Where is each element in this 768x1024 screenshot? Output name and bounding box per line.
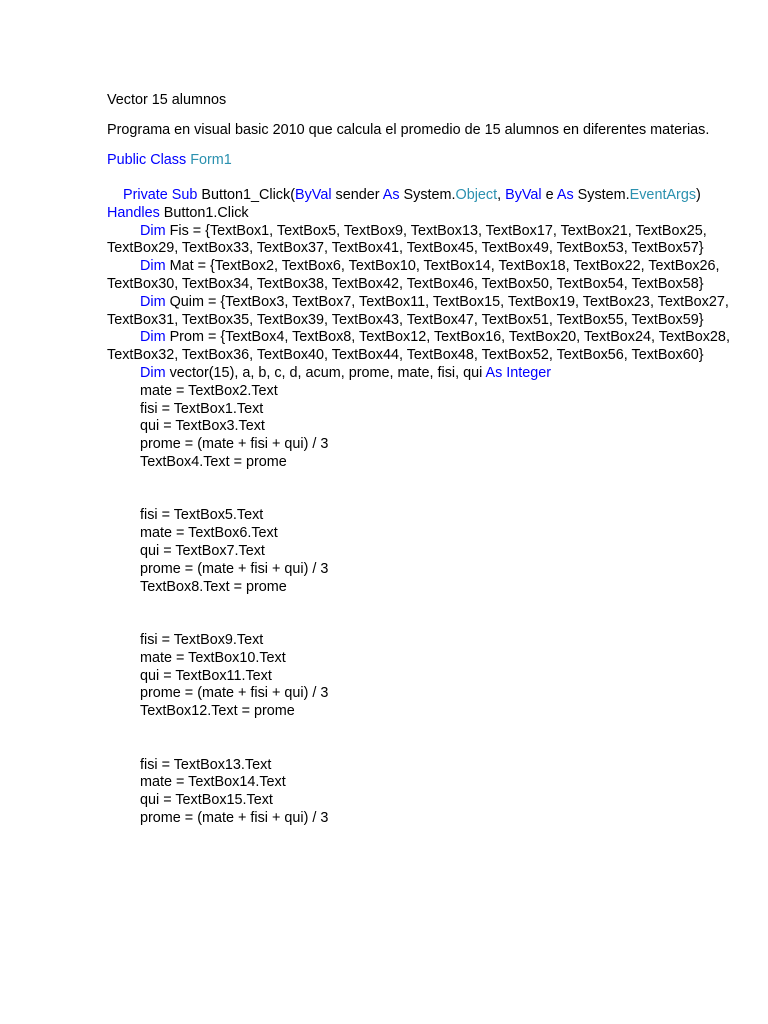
blank-gap — [107, 596, 747, 632]
code-line: fisi = TextBox5.Text — [140, 507, 264, 524]
dim-prom-line — [107, 329, 747, 365]
code-line: TextBox8.Text = prome — [140, 578, 287, 595]
keyword: Private Sub — [123, 187, 198, 203]
code-line: mate = TextBox6.Text — [140, 525, 278, 542]
code-text: Fis = {TextBox1, TextBox5, TextBox9, TextBox13, TextBox17, TextBox21, TextBox25, TextBox29, TextBox33, TextBox37, TextBox41, TextBox45, TextBox49, TextBox53, TextBox57} — [107, 222, 711, 257]
code-line: prome = (mate + fisi + qui) / 3 — [140, 685, 329, 702]
code-text: System. — [573, 187, 630, 203]
keyword: As — [556, 187, 574, 203]
dim-vector-line — [107, 365, 747, 383]
keyword: Handles — [107, 204, 160, 221]
code-line: qui = TextBox3.Text — [140, 418, 265, 435]
code-line: prome = (mate + fisi + qui) / 3 — [140, 436, 329, 453]
keyword: Dim — [140, 329, 166, 346]
code-line: mate = TextBox2.Text — [140, 382, 278, 399]
code-block-1 — [107, 383, 747, 472]
code-text: vector(15), a, b, c, d, acum, prome, mate, fisi, qui — [165, 364, 486, 381]
code-line: TextBox12.Text = prome — [140, 703, 295, 720]
code-line: mate = TextBox14.Text — [140, 774, 286, 791]
class-declaration — [107, 151, 747, 169]
code-text: ) — [696, 187, 705, 203]
code-block-3 — [107, 632, 747, 721]
code-line: fisi = TextBox13.Text — [140, 756, 272, 773]
keyword: As Integer — [485, 364, 552, 381]
type-name: EventArgs — [629, 187, 697, 203]
code-line: fisi = TextBox1.Text — [140, 400, 264, 417]
blank-gap — [107, 721, 747, 757]
code-line: qui = TextBox7.Text — [140, 542, 265, 559]
code-text: Button1.Click — [159, 204, 249, 221]
document-page — [107, 91, 747, 828]
document-title: Vector 15 alumnos — [107, 92, 227, 108]
dim-quim-line — [107, 294, 747, 330]
keyword: Dim — [140, 222, 166, 239]
code-text: , — [497, 187, 506, 203]
blank-gap — [107, 472, 747, 508]
code-text: Button1_Click( — [197, 187, 295, 203]
sub-declaration — [107, 187, 747, 223]
code-line: prome = (mate + fisi + qui) / 3 — [140, 809, 329, 826]
keyword: As — [382, 187, 400, 203]
dim-mat-line — [107, 258, 747, 294]
code-line: TextBox4.Text = prome — [140, 453, 287, 470]
document-description: Programa en visual basic 2010 que calcula el promedio de 15 alumnos en diferentes materias. — [107, 122, 710, 138]
keyword: ByVal — [505, 187, 542, 203]
code-line: prome = (mate + fisi + qui) / 3 — [140, 560, 329, 577]
keyword: Public Class — [107, 152, 187, 168]
class-name: Form1 — [190, 152, 232, 168]
code-block-4 — [107, 757, 747, 828]
keyword: Dim — [140, 364, 166, 381]
code-text: Quim = {TextBox3, TextBox7, TextBox11, TextBox15, TextBox19, TextBox23, TextBox27, TextBox31, TextBox35, TextBox39, TextBox43, TextBox47, TextBox51, TextBox55, TextBox59} — [107, 293, 733, 328]
code-text: Prom = {TextBox4, TextBox8, TextBox12, TextBox16, TextBox20, TextBox24, TextBox28, TextBox32, TextBox36, TextBox40, TextBox44, TextBox48, TextBox52, TextBox56, TextBox60} — [107, 329, 734, 364]
keyword: Dim — [140, 293, 166, 310]
keyword: Dim — [140, 258, 166, 275]
keyword: ByVal — [295, 187, 332, 203]
code-text: Mat = {TextBox2, TextBox6, TextBox10, TextBox14, TextBox18, TextBox22, TextBox26, TextBox30, TextBox34, TextBox38, TextBox42, TextBox46, TextBox50, TextBox54, TextBox58} — [107, 258, 724, 292]
code-text: System. — [399, 187, 456, 203]
code-line: qui = TextBox11.Text — [140, 667, 272, 684]
code-line: fisi = TextBox9.Text — [140, 631, 264, 648]
code-line: mate = TextBox10.Text — [140, 649, 286, 666]
code-text: e — [541, 187, 557, 203]
type-name: Object — [455, 187, 498, 203]
code-text: sender — [331, 187, 383, 203]
code-line: qui = TextBox15.Text — [140, 792, 273, 809]
dim-fis-line — [107, 223, 747, 259]
code-block-2 — [107, 507, 747, 596]
